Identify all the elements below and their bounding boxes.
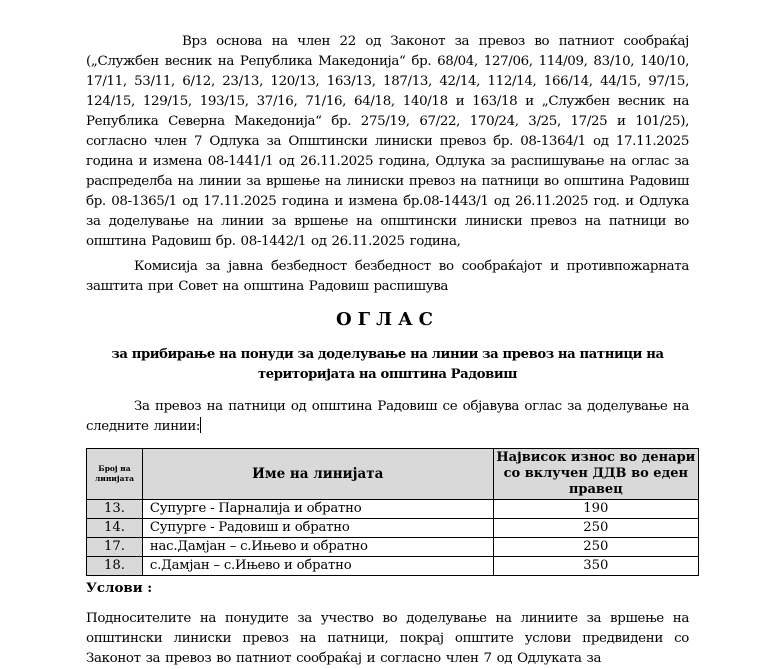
commission-paragraph: Комисија за јавна безбедност безбедност во сообраќајот и противпожарната заштита при Совет на општина Радовиш распишува: [86, 259, 689, 294]
line-price: 190: [493, 500, 698, 519]
intro-paragraph[interactable]: [86, 397, 689, 437]
line-price: 250: [493, 538, 698, 557]
line-price: 350: [493, 557, 698, 576]
line-number: 14.: [87, 519, 143, 538]
intro-text: За превоз на патници од општина Радовиш се објавува оглас за доделување на следните линии:: [86, 399, 689, 434]
preamble-paragraph: Врз основа на член 22 од Законот за превоз во патниот сообраќај („Службен весник на Република Македонија“ бр. 68/04, 127/06, 114/09, 83/10, 140/10, 17/11, 53/11, 6/12, 23/13, 120/13, 163/13, 187/13, 42/14, 112/14, 166/14, 44/15, 97/15, 124/15, 129/15, 193/15, 37/16, 71/16, 64/18, 140/18 и 163/18 и „Службен весник на Република Северна Македонија“ бр. 275/19, 67/22, 170/24, 3/25, 17/25 и 101/25), согласно член 7 Одлука за Општински линиски превоз бр. 08-1364/1 од 17.11.2025 година и измена 08-1441/1 од 26.11.2025 година, Одлука за распишување на оглас за распределба на линии за вршење на линиски превоз на патници во општина Радовиш бр. 08-1365/1 од 17.11.2025 година и измена бр.08-1443/1 од 26.11.2025 год. и Одлука за доделување на линии за вршење на општински линиски превоз на патници во општина Радовиш бр. 08-1442/1 од 26.11.2025 година,: [86, 34, 689, 249]
table-row: [87, 538, 699, 557]
header-max-price: Највисок износ во денари со вклучен ДДВ во еден правец: [493, 449, 698, 500]
line-name: с.Дамјан – с.Ињево и обратно: [142, 557, 493, 576]
line-number: 17.: [87, 538, 143, 557]
line-name: Супурге - Парналија и обратно: [142, 500, 493, 519]
conditions-paragraph: Подносителите на понудите за учество во доделување на линиите за вршење на општински линиски превоз на патници, покрај општите услови предвидени со Законот за превоз во патниот сообраќај и согласно член 7 од Одлуката за: [86, 611, 689, 666]
lines-table: [86, 448, 699, 576]
text-cursor: [200, 417, 201, 433]
table-row: [87, 557, 699, 576]
table-row: [87, 500, 699, 519]
table-header-row: [87, 449, 699, 500]
line-number: 13.: [87, 500, 143, 519]
line-name: нас.Дамјан – с.Ињево и обратно: [142, 538, 493, 557]
conditions-heading: Услови :: [86, 580, 153, 596]
line-name: Супурге - Радовиш и обратно: [142, 519, 493, 538]
announcement-title: ОГЛАС: [335, 309, 439, 330]
line-price: 250: [493, 519, 698, 538]
header-line-number: Број на линијата: [87, 449, 143, 500]
table-row: [87, 519, 699, 538]
header-line-name: Име на линијата: [142, 449, 493, 500]
line-number: 18.: [87, 557, 143, 576]
announcement-subtitle: за прибирање на понуди за доделување на линии за превоз на патници на територијата на општина Радовиш: [111, 347, 664, 382]
